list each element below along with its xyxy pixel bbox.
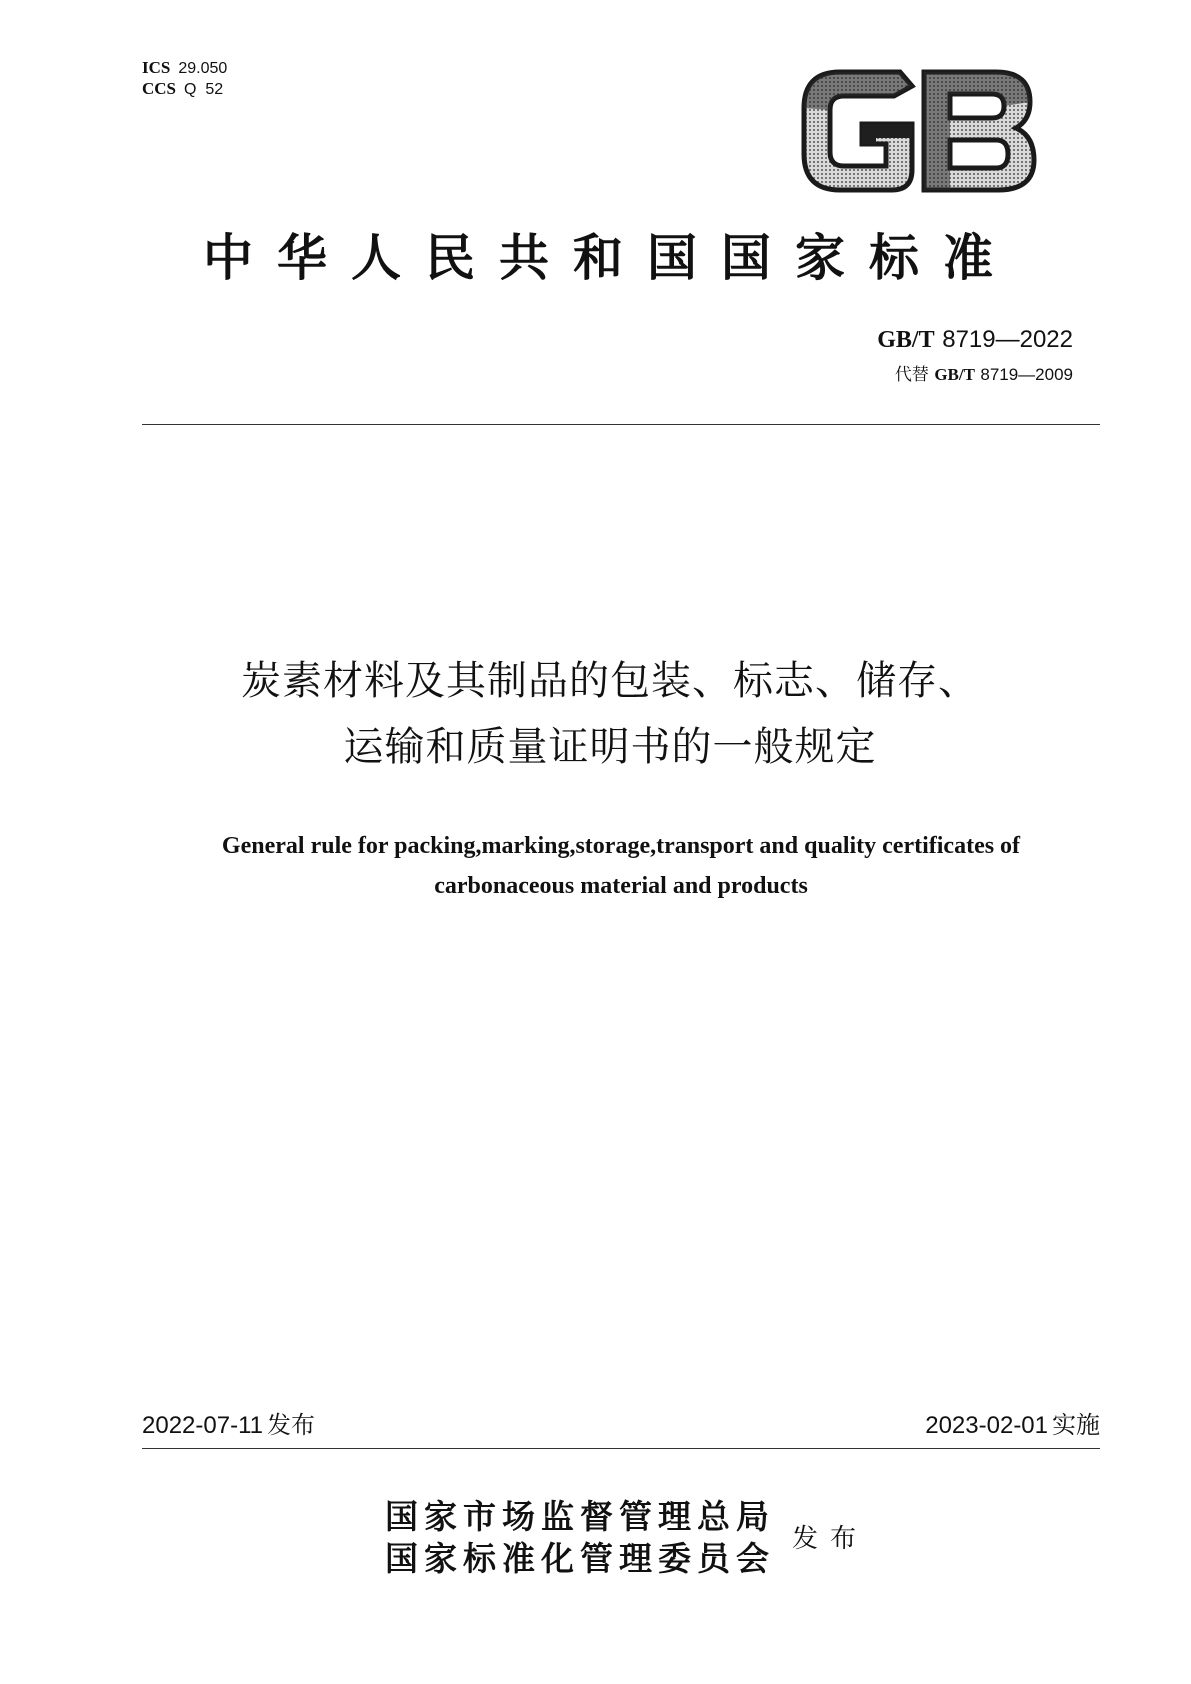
document-title-en-line2: carbonaceous material and products	[434, 873, 808, 899]
ccs-label: CCS	[142, 79, 177, 98]
header-divider	[142, 424, 1100, 425]
ics-label: ICS	[142, 58, 171, 77]
replaces-code: GB/T	[934, 365, 975, 384]
document-title-cn-line2: 运输和质量证明书的一般规定	[343, 724, 877, 770]
implement-date-value: 2023-02-01	[925, 1412, 1048, 1439]
publish-label: 发布	[792, 1524, 869, 1554]
national-standard-title: 中华人民共和国国家标准	[203, 228, 1017, 287]
issuing-authorities	[385, 1496, 775, 1580]
implement-label: 实施	[1052, 1411, 1100, 1439]
issue-date-value: 2022-07-11	[142, 1412, 263, 1439]
issue-date	[142, 1410, 315, 1441]
issuer-samr: 国家市场监督管理总局	[385, 1497, 775, 1536]
document-title-en-line1: General rule for packing,marking,storage,transport and quality certificates of	[221, 833, 1021, 859]
document-title-cn-line1: 炭素材料及其制品的包装、标志、储存、	[241, 658, 979, 704]
implementation-date	[925, 1410, 1100, 1441]
footer-divider	[142, 1448, 1100, 1449]
replaces-number: 8719—2009	[980, 365, 1073, 384]
ccs-code	[142, 79, 223, 100]
issuer-sac: 国家标准化管理委员会	[385, 1539, 775, 1578]
gb-logo-icon	[800, 68, 1038, 194]
standard-prefix: GB/T	[877, 327, 935, 353]
replaces-prefix: 代替	[894, 365, 929, 385]
document-title-cn	[120, 648, 1100, 780]
ics-code	[142, 58, 227, 79]
issue-label: 发布	[266, 1411, 315, 1439]
document-title-en	[140, 826, 1102, 906]
ccs-value: Q 52	[184, 81, 224, 98]
standard-code: 8719—2022	[942, 326, 1073, 353]
ics-value: 29.050	[178, 60, 228, 77]
standard-number	[877, 325, 1073, 354]
replaces-standard	[895, 365, 1073, 385]
